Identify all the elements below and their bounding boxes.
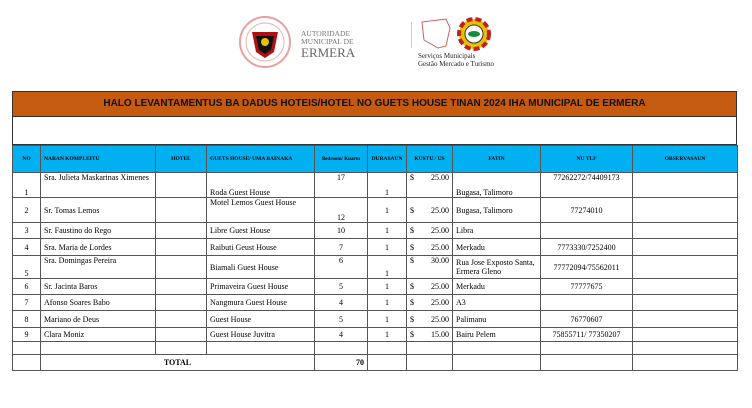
servicos-municipais-logo <box>416 16 496 52</box>
table-row <box>13 173 738 198</box>
cell-name: Sr. Jacinta Baros <box>41 279 156 295</box>
amount: 25.00 <box>431 282 449 291</box>
cell-hotel <box>156 198 207 223</box>
cell-hotel <box>156 223 207 239</box>
empty-cell <box>453 342 541 355</box>
cell-bedrooms: 7 <box>315 239 368 256</box>
cell-hotel <box>156 328 207 342</box>
table-row <box>13 239 738 256</box>
amount: 25.00 <box>431 314 449 324</box>
rdtl-seal-icon <box>234 16 296 68</box>
cell-no: 6 <box>13 279 41 295</box>
cell-duration: 1 <box>368 328 407 342</box>
empty-row <box>13 342 738 355</box>
column-header: DURASAUN <box>368 146 407 173</box>
cell-place: Libra <box>453 223 541 239</box>
empty-cell <box>407 355 453 371</box>
cell-name: Sra. Maria de Lordes <box>41 239 156 256</box>
cell-observation <box>633 256 738 279</box>
amount: 15.00 <box>431 330 449 339</box>
cell-bedrooms: 4 <box>315 295 368 311</box>
cell-phone: 76770607 <box>541 311 633 328</box>
table-row <box>13 279 738 295</box>
cell-guest-house: Guest House <box>207 311 315 328</box>
cell-no: 4 <box>13 239 41 256</box>
cell-observation <box>633 295 738 311</box>
empty-cell <box>315 342 368 355</box>
cell-phone <box>541 223 633 239</box>
table-row <box>13 223 738 239</box>
cell-place: Bugasa, Talimoro <box>453 173 541 198</box>
cell-observation <box>633 311 738 328</box>
cell-guest-house: Roda Guest House <box>207 173 315 198</box>
cell-cost <box>407 295 453 311</box>
cell-guest-house: Raibuti Geust House <box>207 239 315 256</box>
cell-bedrooms: 5 <box>315 279 368 295</box>
empty-cell <box>368 355 407 371</box>
empty-cell <box>407 342 453 355</box>
amount: 30.00 <box>431 256 449 265</box>
cell-no: 7 <box>13 295 41 311</box>
amount: 25.00 <box>431 226 449 235</box>
cell-duration: 1 <box>368 173 407 198</box>
empty-cell <box>13 355 41 371</box>
empty-cell <box>633 342 738 355</box>
cell-bedrooms: 5 <box>315 311 368 328</box>
amount: 25.00 <box>431 205 449 215</box>
empty-cell <box>541 342 633 355</box>
currency: $ <box>410 330 414 339</box>
currency: $ <box>410 256 414 265</box>
blank-row <box>12 117 737 145</box>
cell-hotel <box>156 256 207 279</box>
cell-guest-house: Guest House Juvitra <box>207 328 315 342</box>
cell-observation <box>633 328 738 342</box>
currency: $ <box>410 242 414 252</box>
cell-observation <box>633 279 738 295</box>
cell-no: 1 <box>13 173 41 198</box>
cell-name: Sr. Tomas Lemos <box>41 198 156 223</box>
cell-cost <box>407 223 453 239</box>
cell-guest-house: Biamali Guest House <box>207 256 315 279</box>
column-header: NU TLF <box>541 146 633 173</box>
cell-phone: 75855711/ 77350207 <box>541 328 633 342</box>
cell-place: Bairu Pelem <box>453 328 541 342</box>
currency: $ <box>410 226 414 235</box>
amount: 25.00 <box>431 242 449 252</box>
cell-guest-house: Motel Lemos Guest House <box>207 198 315 223</box>
cell-name: Clara Moniz <box>41 328 156 342</box>
column-header: HOTEL <box>156 146 207 173</box>
table-header <box>13 146 738 173</box>
cell-bedrooms: 17 <box>315 173 368 198</box>
empty-cell <box>368 342 407 355</box>
cell-cost <box>407 198 453 223</box>
cell-duration: 1 <box>368 223 407 239</box>
cell-no: 8 <box>13 311 41 328</box>
cell-cost <box>407 256 453 279</box>
empty-cell <box>453 355 541 371</box>
currency: $ <box>410 282 414 291</box>
cell-phone: 77262272/74409173 <box>541 173 633 198</box>
cell-name: Sr. Faustino do Rego <box>41 223 156 239</box>
currency: $ <box>410 205 414 215</box>
amount: 25.00 <box>431 298 449 307</box>
cell-place: Merkadu <box>453 239 541 256</box>
total-bedrooms: 70 <box>315 355 368 371</box>
cell-observation <box>633 173 738 198</box>
cell-phone: 77777675 <box>541 279 633 295</box>
cell-duration: 1 <box>368 295 407 311</box>
cell-place: Palimanu <box>453 311 541 328</box>
cell-place: Rua Jose Exposto Santa, Ermera Gleno <box>453 256 541 279</box>
cell-no: 2 <box>13 198 41 223</box>
cell-name: Mariano de Deus <box>41 311 156 328</box>
cell-guest-house: Primaveira Guest House <box>207 279 315 295</box>
cell-no: 5 <box>13 256 41 279</box>
currency: $ <box>410 298 414 307</box>
cell-hotel <box>156 311 207 328</box>
total-label: TOTAL <box>41 355 315 371</box>
cell-name: Afonso Soares Babo <box>41 295 156 311</box>
column-header: Bedroom/ Kuartu <box>315 146 368 173</box>
cell-place: Merkadu <box>453 279 541 295</box>
logo-line-2: MUNICIPAL DE <box>301 37 354 46</box>
cell-bedrooms: 10 <box>315 223 368 239</box>
cell-duration: 1 <box>368 239 407 256</box>
cell-duration: 1 <box>368 198 407 223</box>
column-header: NARAN KOMPLEITU <box>41 146 156 173</box>
logo-line-3: ERMERA <box>301 45 356 60</box>
empty-cell <box>633 355 738 371</box>
cell-duration: 1 <box>368 311 407 328</box>
empty-cell <box>156 342 207 355</box>
cell-hotel <box>156 173 207 198</box>
cell-phone: 77274010 <box>541 198 633 223</box>
logo-divider <box>411 22 412 48</box>
column-header: NO <box>13 146 41 173</box>
cell-hotel <box>156 279 207 295</box>
cell-guest-house: Nangmura Guest House <box>207 295 315 311</box>
cell-hotel <box>156 239 207 256</box>
cell-no: 9 <box>13 328 41 342</box>
table-row <box>13 256 738 279</box>
amount: 25.00 <box>431 173 449 182</box>
currency: $ <box>410 173 414 182</box>
total-row <box>13 355 738 371</box>
cell-phone: 77772094/75562011 <box>541 256 633 279</box>
empty-cell <box>541 355 633 371</box>
column-header: GUETS HOUSE/ UMA BAINAKA <box>207 146 315 173</box>
logo2-line-1: Serviços Municipais <box>418 52 476 60</box>
empty-cell <box>41 342 156 355</box>
guest-house-table <box>12 145 738 371</box>
cell-duration: 1 <box>368 279 407 295</box>
cell-name: Sra. Julieta Maskarinas Ximenes <box>41 173 156 198</box>
cell-cost <box>407 173 453 198</box>
cell-bedrooms: 12 <box>315 198 368 223</box>
cell-observation <box>633 198 738 223</box>
empty-cell <box>13 342 41 355</box>
table-row <box>13 295 738 311</box>
report-title: HALO LEVANTAMENTUS BA DADUS HOTEIS/HOTEL NO GUETS HOUSE TINAN 2024 IHA MUNICIPAL DE ERMERA <box>12 91 737 117</box>
cell-no: 3 <box>13 223 41 239</box>
logo2-line-2: Gestão Mercado e Turismo <box>418 60 495 68</box>
cell-cost <box>407 311 453 328</box>
column-header: KUSTU / US <box>407 146 453 173</box>
cell-phone <box>541 295 633 311</box>
cell-cost <box>407 279 453 295</box>
column-header: OBSERVASAUN <box>633 146 738 173</box>
cell-bedrooms: 4 <box>315 328 368 342</box>
cell-name: Sra. Domingas Pereira <box>41 256 156 279</box>
table-row <box>13 311 738 328</box>
cell-duration: 1 <box>368 256 407 279</box>
cell-cost <box>407 328 453 342</box>
table-row <box>13 198 738 223</box>
cell-bedrooms: 6 <box>315 256 368 279</box>
empty-cell <box>207 342 315 355</box>
currency: $ <box>410 314 414 324</box>
cell-cost <box>407 239 453 256</box>
column-header: FATIN <box>453 146 541 173</box>
cell-place: A3 <box>453 295 541 311</box>
logo-line-1: AUTORIDADE <box>301 29 351 38</box>
cell-observation <box>633 223 738 239</box>
cell-observation <box>633 239 738 256</box>
table-row <box>13 328 738 342</box>
cell-guest-house: Libre Guest House <box>207 223 315 239</box>
cell-hotel <box>156 295 207 311</box>
cell-place: Bugasa, Talimoro <box>453 198 541 223</box>
cell-phone: 7773330/7252400 <box>541 239 633 256</box>
